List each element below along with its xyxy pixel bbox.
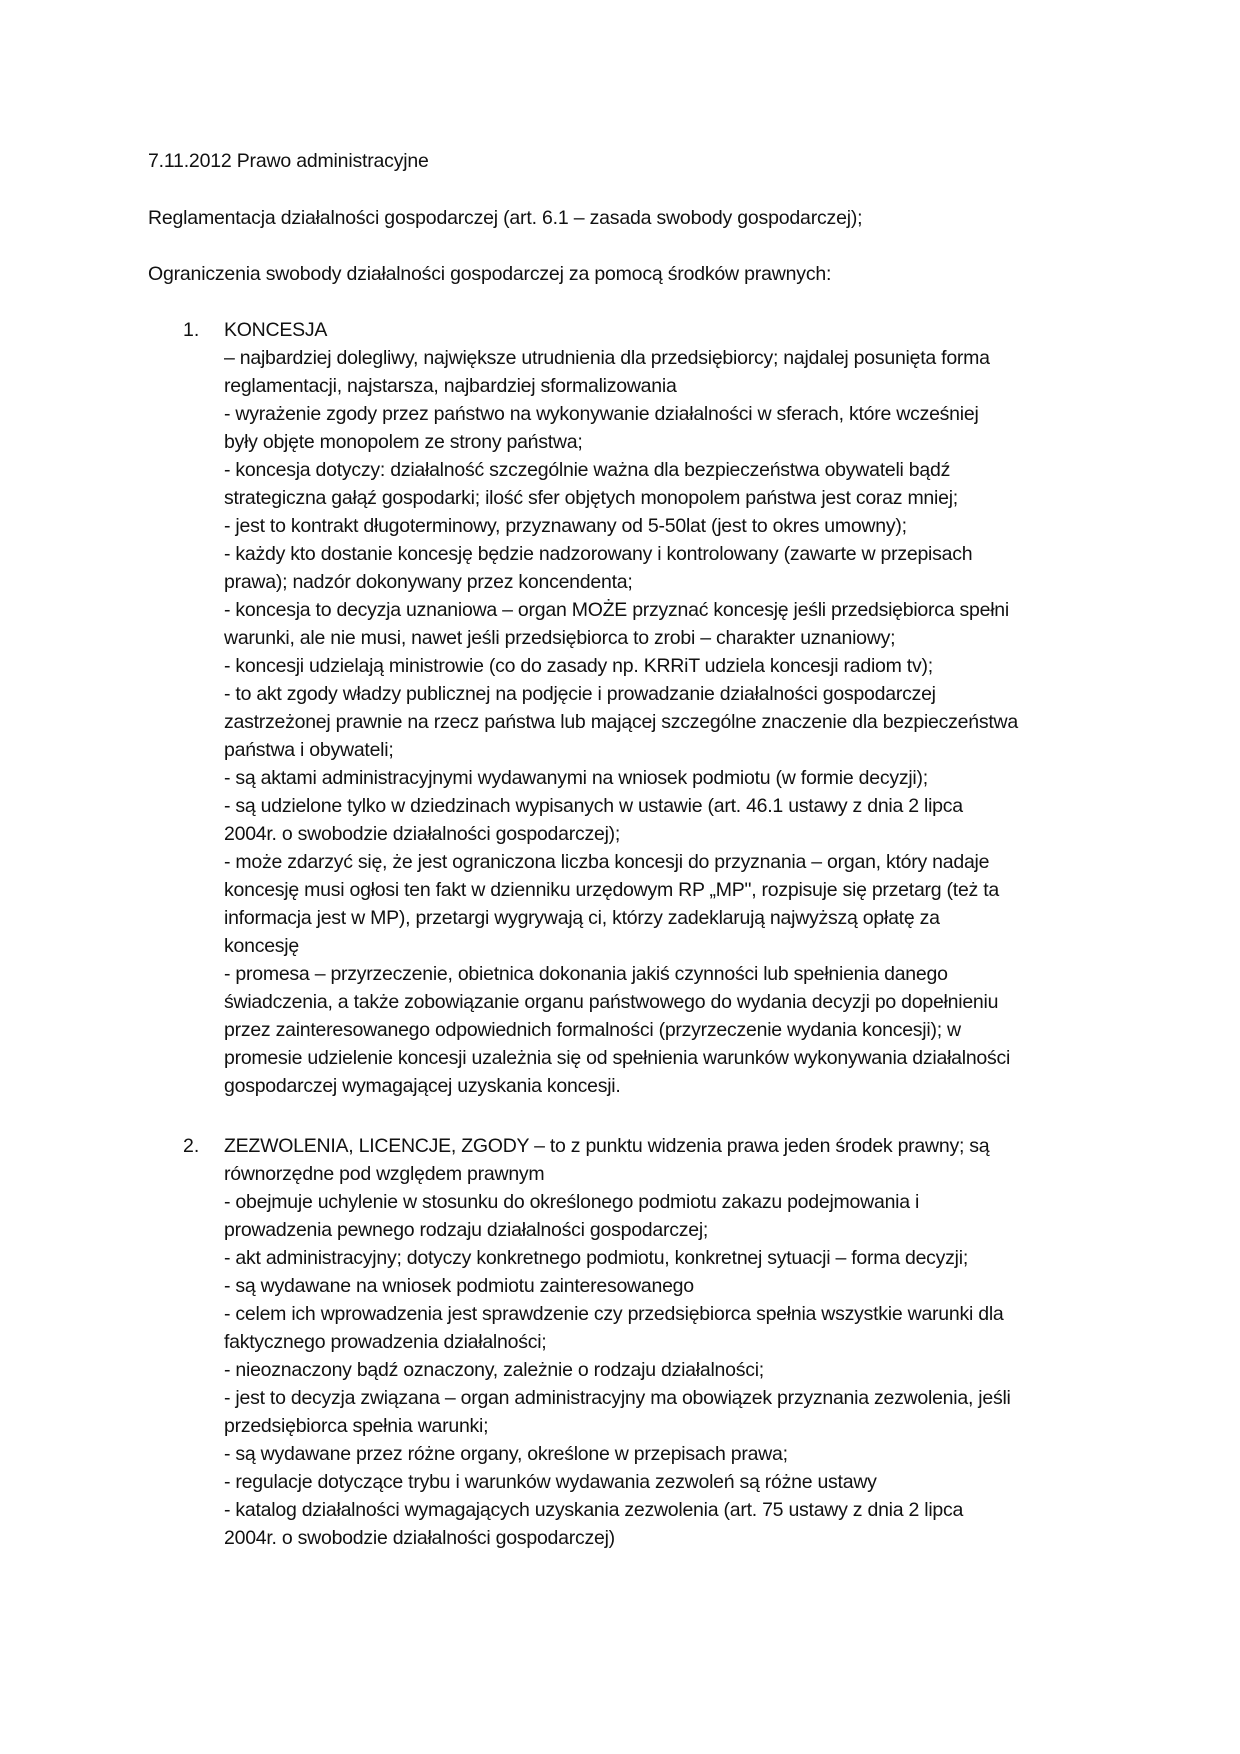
list-item-text-line: - może zdarzyć się, że jest ograniczona liczba koncesji do przyznania – organ, który nadaje [224,851,990,873]
list-item-text-line: - katalog działalności wymagających uzyskania zezwolenia (art. 75 ustawy z dnia 2 lipca [224,1499,964,1521]
list-item-text-line: - koncesji udzielają ministrowie (co do zasady np. KRRiT udziela koncesji radiom tv); [224,655,933,677]
list-item-text-line: prawa); nadzór dokonywany przez koncendenta; [224,571,633,593]
list-item-text-line: przez zainteresowanego odpowiednich formalności (przyrzeczenie wydania koncesji); w [224,1019,961,1041]
list-item-text-line: warunki, ale nie musi, nawet jeśli przedsiębiorca to zrobi – charakter uznaniowy; [224,627,896,649]
list-item-text-line: informacja jest w MP), przetargi wygrywają ci, którzy zadeklarują najwyższą opłatę za [224,907,940,929]
list-item-text-line: - celem ich wprowadzenia jest sprawdzenie czy przedsiębiorca spełnia wszystkie warunki dla [224,1303,1004,1325]
list-item-text-line: prowadzenia pewnego rodzaju działalności gospodarczej; [224,1219,709,1241]
list-item-text-line: - obejmuje uchylenie w stosunku do określonego podmiotu zakazu podejmowania i [224,1191,920,1213]
list-item-heading: KONCESJA [224,319,328,341]
list-item-text-line: koncesję [224,935,299,957]
document-title: 7.11.2012 Prawo administracyjne [148,150,429,172]
list-item-text-line: - są wydawane przez różne organy, określone w przepisach prawa; [224,1443,788,1465]
list-item-text-line: równorzędne pod względem prawnym [224,1163,545,1185]
list-item-text-line: 2004r. o swobodzie działalności gospodarczej) [224,1527,615,1549]
list-item-text-line: były objęte monopolem ze strony państwa; [224,431,583,453]
list-item-text-line: - są wydawane na wniosek podmiotu zainteresowanego [224,1275,694,1297]
list-item-text-line: - wyrażenie zgody przez państwo na wykonywanie działalności w sferach, które wcześniej [224,403,979,425]
list-item-text-line: reglamentacji, najstarsza, najbardziej sformalizowania [224,375,677,397]
list-item-text-line: 2004r. o swobodzie działalności gospodarczej); [224,823,621,845]
list-item-text-line: - jest to kontrakt długoterminowy, przyznawany od 5-50lat (jest to okres umowny); [224,515,907,537]
list-item-number: 1. [183,319,200,341]
list-item-text-line: - są aktami administracyjnymi wydawanymi na wniosek podmiotu (w formie decyzji); [224,767,928,789]
list-item-text-line: - koncesja dotyczy: działalność szczególnie ważna dla bezpieczeństwa obywateli bądź [224,459,951,481]
list-item-text-line: - to akt zgody władzy publicznej na podjęcie i prowadzanie działalności gospodarczej [224,683,936,705]
list-item-text-line: - są udzielone tylko w dziedzinach wypisanych w ustawie (art. 46.1 ustawy z dnia 2 lipca [224,795,963,817]
list-item-text-line: - każdy kto dostanie koncesję będzie nadzorowany i kontrolowany (zawarte w przepisach [224,543,973,565]
list-item-text-line: gospodarczej wymagającej uzyskania koncesji. [224,1075,621,1097]
list-item-text-line: promesie udzielenie koncesji uzależnia się od spełnienia warunków wykonywania działalności [224,1047,1011,1069]
list-item-text-line: - akt administracyjny; dotyczy konkretnego podmiotu, konkretnej sytuacji – forma decyzji; [224,1247,969,1269]
list-item-text-line: - regulacje dotyczące trybu i warunków wydawania zezwoleń są różne ustawy [224,1471,877,1493]
list-item-heading: ZEZWOLENIA, LICENCJE, ZGODY – to z punktu widzenia prawa jeden środek prawny; są [224,1135,990,1157]
list-item-text-line: państwa i obywateli; [224,739,394,761]
list-item-text-line: - nieoznaczony bądź oznaczony, zależnie o rodzaju działalności; [224,1359,764,1381]
list-item-text-line: przedsiębiorca spełnia warunki; [224,1415,489,1437]
list-item-text-line: strategiczna gałąź gospodarki; ilość sfer objętych monopolem państwa jest coraz mniej; [224,487,958,509]
list-item-text-line: świadczenia, a także zobowiązanie organu państwowego do wydania decyzji po dopełnieniu [224,991,999,1013]
list-item-number: 2. [183,1135,200,1157]
list-item-text-line: zastrzeżonej prawnie na rzecz państwa lub mającej szczególne znaczenie dla bezpieczeństwa [224,711,1018,733]
list-item-text-line: koncesję musi ogłosi ten fakt w dzienniku urzędowym RP „MP", rozpisuje się przetarg (też ta [224,879,999,901]
list-item-text-line: - koncesja to decyzja uznaniowa – organ MOŻE przyznać koncesję jeśli przedsiębiorca spełni [224,599,1009,621]
list-item-text-line: faktycznego prowadzenia działalności; [224,1331,547,1353]
reglamentacja-paragraph: Reglamentacja działalności gospodarczej (art. 6.1 – zasada swobody gospodarczej); [148,207,863,229]
list-item-text-line: - jest to decyzja związana – organ administracyjny ma obowiązek przyznania zezwolenia, jeśli [224,1387,1011,1409]
list-item-text-line: - promesa – przyrzeczenie, obietnica dokonania jakiś czynności lub spełnienia danego [224,963,948,985]
ograniczenia-paragraph: Ograniczenia swobody działalności gospodarczej za pomocą środków prawnych: [148,263,832,285]
list-item-text-line: – najbardziej dolegliwy, największe utrudnienia dla przedsiębiorcy; najdalej posunięta forma [224,347,990,369]
